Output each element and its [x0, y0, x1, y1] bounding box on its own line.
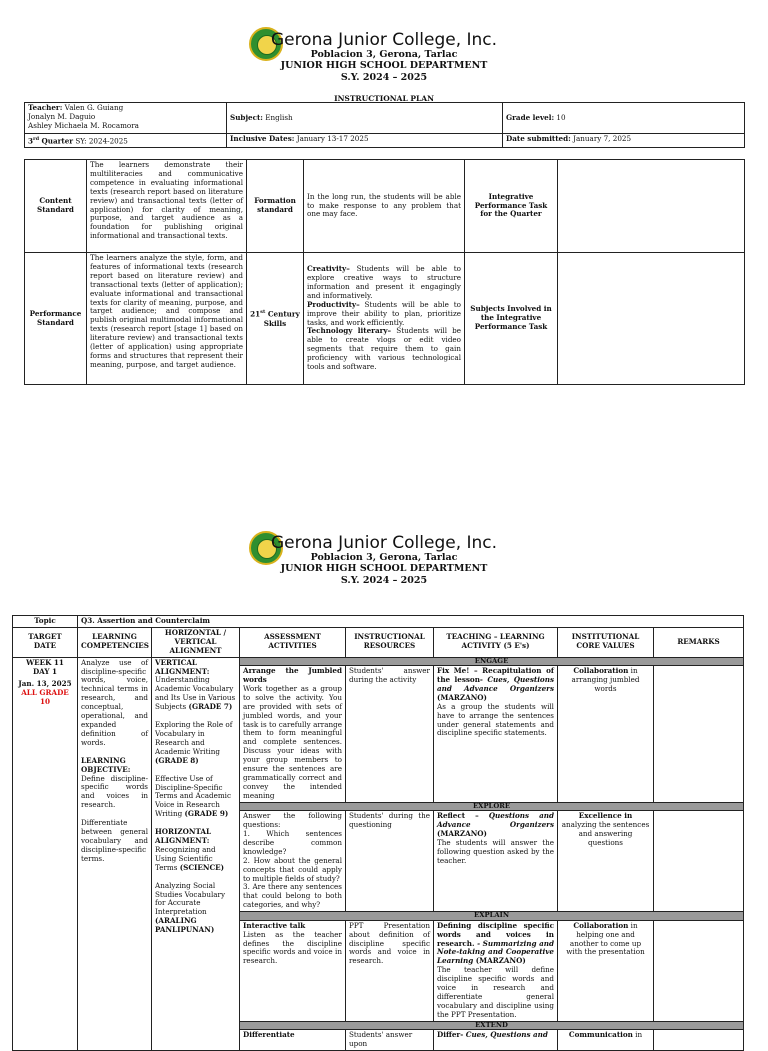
technology-head: Technology literary– — [307, 326, 392, 336]
productivity-text: Students will be able to improve their ability to plan, prioritize tasks, and work efficiently. — [307, 299, 461, 327]
objective-label: LEARNING OBJECTIVE: — [81, 755, 131, 774]
teacher-label: Teacher: — [28, 103, 63, 112]
explain-resources: PPT Presentation about definition of discipline specific words and voice in research. — [346, 920, 434, 1021]
phase-engage: ENGAGE — [240, 657, 744, 666]
explore-value-text: analyzing the sentences and answering questions — [561, 820, 650, 847]
engage-teaching-strategy: Cues, Questions and Advance Organizers — [437, 675, 554, 693]
engage-teaching — [434, 666, 558, 803]
alignment-cell — [152, 657, 240, 1050]
century-skills-text — [304, 253, 465, 385]
teacher-name-2: Jonalyn M. Daguio — [28, 111, 96, 121]
school-address: Poblacion 3, Gerona, Tarlac — [310, 49, 458, 60]
department-title: JUNIOR HIGH SCHOOL DEPARTMENT — [280, 60, 488, 71]
competencies-cell — [78, 657, 152, 1050]
extend-value-text: in — [632, 1030, 643, 1040]
subject-cell — [227, 103, 503, 134]
explain-assessment-text: Listen as the teacher defines the discipline specific words and voice in research. — [243, 929, 342, 966]
performance-standard-label: Performance Standard — [25, 253, 87, 385]
subjects-involved-label: Subjects Involved in the Integrative Performance Task — [465, 253, 558, 385]
phase-explore: EXPLORE — [240, 802, 744, 811]
subject-value: English — [265, 112, 293, 122]
plan-title: INSTRUCTIONAL PLAN — [334, 94, 434, 103]
grade-label: Grade level: — [506, 112, 555, 122]
horizontal-item-2: Analyzing Social Studies Vocabulary for Accurate Interpretation — [155, 880, 226, 917]
info-table — [24, 102, 745, 148]
topic-label: Topic — [13, 616, 78, 628]
technology-text: Students will be able to create vlogs or edit video segments that require them to gain proficiency with various technological tools and software. — [307, 326, 461, 372]
standards-table — [24, 159, 745, 385]
explain-core-value — [558, 920, 654, 1021]
col-alignment: HORIZONTAL / VERTICAL ALIGNMENT — [152, 627, 240, 657]
submitted-label: Date submitted: — [506, 134, 571, 143]
vertical-item-2-grade: (GRADE 8) — [155, 755, 199, 765]
col-instructional-resources: INSTRUCTIONAL RESOURCES — [346, 627, 434, 657]
col-assessment: ASSESSMENT ACTIVITIES — [240, 627, 346, 657]
explain-teaching-text: The teacher will define discipline specific words and voice in research and differentiate general vocabulary and discipline using the PPT Presentation. — [437, 965, 554, 1019]
extend-value-head: Communication — [568, 1030, 633, 1040]
explain-remarks — [654, 920, 744, 1021]
school-name: Gerona Junior College, Inc. — [270, 30, 498, 50]
vertical-alignment-head: VERTICAL ALIGNMENT: — [155, 657, 210, 676]
vertical-item-1-grade: (GRADE 7) — [188, 702, 233, 712]
dates-value: January 13-17 2025 — [296, 134, 369, 143]
col-teaching-learning: TEACHING – LEARNING ACTIVITY (5 E's) — [434, 627, 558, 657]
objective-text: Define discipline-specific words and voices in research. — [81, 773, 148, 810]
engage-teaching-model: (MARZANO) — [437, 692, 487, 702]
engage-assessment-title: Arrange the Jumbled words — [243, 666, 342, 685]
school-address-2: Poblacion 3, Gerona, Tarlac — [310, 552, 458, 563]
engage-value-head: Collaboration — [573, 666, 629, 676]
subject-label: Subject: — [230, 112, 263, 122]
content-standard-label: Content Standard — [25, 160, 87, 253]
explore-teaching-text: The students will answer the following question asked by the teacher. — [437, 837, 554, 865]
explore-question-1: 1. Which sentences describe common knowledge? — [243, 829, 342, 856]
performance-standard-text: The learners analyze the style, form, and features of informational texts (research report based on literature review) and transactional texts (letter of application); evaluate informational and transactional texts for clarity of meaning, purpose, and target audience; and compose and publish original multimodal informational texts (research report [stage 1] based on literature review) and transactional texts (letter of application) using appropriate forms and structures that represent their meaning, purpose, and target audience. — [87, 253, 247, 385]
century-suffix: st — [260, 309, 266, 316]
dates-cell — [227, 134, 503, 148]
engage-remarks — [654, 666, 744, 803]
explore-question-2: 2. How about the general concepts that could apply to multiple fields of study? — [243, 855, 342, 883]
explain-teaching — [434, 920, 558, 1021]
extend-teaching — [434, 1030, 558, 1051]
engage-value-text: in arranging jumbled words — [571, 666, 640, 693]
date-label: Jan. 13, 2025 — [18, 679, 72, 689]
submitted-value: January 7, 2025 — [573, 134, 632, 143]
school-year-2: S.Y. 2024 – 2025 — [340, 575, 428, 586]
horizontal-alignment-head: HORIZONTAL ALIGNMENT: — [155, 827, 212, 846]
week-label: WEEK 11 — [26, 657, 64, 667]
school-name-2: Gerona Junior College, Inc. — [270, 533, 498, 553]
col-target-date: TARGET DATE — [13, 627, 78, 657]
vertical-item-1: Understanding Academic Vocabulary and Its Use in Various Subjects — [155, 675, 236, 712]
extend-assessment: Differentiate — [240, 1030, 346, 1051]
explain-teaching-strategy: - Summarizing and Note-taking and Cooperative Learning — [437, 938, 554, 966]
creativity-head: Creativity– — [307, 264, 350, 274]
engage-assessment — [240, 666, 346, 803]
horizontal-item-1: Recognizing and Using Scientific Terms — [155, 844, 216, 872]
teacher-name-1: Valen G. Guiang — [64, 103, 124, 112]
vertical-item-2: Exploring the Role of Vocabulary in Research and Academic Writing — [155, 720, 233, 756]
submitted-cell — [503, 134, 745, 148]
quarter-cell — [25, 134, 227, 148]
content-standard-text: The learners demonstrate their multiliteracies and communicative competence in evaluating informational texts (research report based on literature review) and transactional texts (letter of application) for clarity of meaning, purpose, and target audience as a foundation for publishing original informational and transactional texts. — [87, 160, 247, 253]
integrative-task-label: Integrative Performance Task for the Quarter — [465, 160, 558, 253]
century-number: 21 — [250, 309, 261, 319]
department-title-2: JUNIOR HIGH SCHOOL DEPARTMENT — [280, 563, 488, 574]
horizontal-item-2-subject: (ARALING PANLIPUNAN) — [155, 916, 215, 935]
explore-question-3: 3. Are there any sentences that could belong to both categories, and why? — [243, 882, 342, 910]
engage-teaching-text: As a group the students will have to arrange the sentences under general statements and discipline specific statements. — [437, 701, 554, 738]
target-date-cell — [13, 657, 78, 1050]
explore-teaching-head: Reflect – — [437, 811, 479, 821]
competency-text: Analyze use of discipline-specific words, voice, technical terms in research, and conceptual, operational, and expanded definition of words. — [81, 657, 148, 747]
phase-extend: EXTEND — [240, 1021, 744, 1030]
quarter-label: Quarter — [41, 136, 74, 146]
phase-explain: EXPLAIN — [240, 912, 744, 921]
plan-table — [12, 615, 744, 1051]
quarter-number: 3 — [28, 136, 34, 146]
differentiate-text: Differentiate between general vocabulary and discipline-specific terms. — [81, 818, 148, 863]
dates-label: Inclusive Dates: — [230, 134, 295, 143]
col-remarks: REMARKS — [654, 627, 744, 657]
explore-resources: Students' during the questioning — [346, 811, 434, 912]
formation-standard-label: Formation standard — [247, 160, 304, 253]
explore-value-head: Excellence in — [578, 811, 633, 821]
subjects-involved-value — [558, 253, 745, 385]
extend-teaching-strategy: Cues, Questions and — [463, 1030, 548, 1040]
teacher-cell — [25, 103, 227, 134]
explore-assessment — [240, 811, 346, 912]
teacher-name-3: Ashley Michaela M. Rocamora — [28, 120, 139, 130]
formation-standard-text: In the long run, the students will be able to make response to any problem that one may face. — [304, 160, 465, 253]
explore-remarks — [654, 811, 744, 912]
explain-assessment-title: Interactive talk — [243, 920, 306, 930]
integrative-task-value — [558, 160, 745, 253]
vertical-item-3-grade: (GRADE 9) — [184, 809, 229, 819]
century-label-text: Century Skills — [263, 309, 300, 328]
quarter-suffix: rd — [33, 136, 40, 142]
topic-value: Q3. Assertion and Counterclaim — [78, 616, 744, 628]
engage-core-value — [558, 666, 654, 803]
explain-teaching-model: (MARZANO) — [473, 956, 526, 966]
explain-teaching-head: Defining discipline specific words and voices in research. — [437, 920, 554, 948]
engage-teaching-head: Fix Me! – Recapitulation of the lesson- — [437, 666, 554, 685]
century-skills-label — [247, 253, 304, 385]
explore-core-value — [558, 811, 654, 912]
engage-resources: Students' answer during the activity — [346, 666, 434, 803]
grade-cell — [503, 103, 745, 134]
extend-remarks — [654, 1030, 744, 1051]
horizontal-item-1-subject: (SCIENCE) — [179, 862, 225, 872]
explore-assessment-text: Answer the following questions: — [243, 811, 342, 830]
engage-assessment-text: Work together as a group to solve the activity. You are provided with sets of jumbled words, and your task is to carefully arrange them to form meaningful and complete sentences. Discuss your ideas with your group members to ensure the sentences are grammatically correct and convey the intended meaning — [243, 683, 342, 800]
creativity-text: Students will be able to explore creative ways to structure information and present it engagingly and informatively. — [307, 264, 461, 300]
quarter-sy: SY: 2024-2025 — [75, 136, 128, 146]
explore-teaching-strategy: Questions and Advance Organizers — [437, 811, 555, 830]
day-label: DAY 1 — [32, 666, 58, 676]
grade-value: 10 — [556, 112, 566, 122]
vertical-item-3: Effective Use of Discipline-Specific Terms and Academic Voice in Research Writing — [155, 773, 232, 819]
extend-teaching-head: Differ- — [437, 1030, 464, 1040]
explain-value-text: in helping one and another to come up with the presentation — [566, 920, 645, 957]
explain-value-head: Collaboration — [573, 920, 629, 930]
school-year: S.Y. 2024 – 2025 — [340, 72, 428, 83]
extend-core-value — [558, 1030, 654, 1051]
explore-teaching — [434, 811, 558, 912]
extend-resources: Students' answer upon — [346, 1030, 434, 1051]
col-learning-competencies: LEARNING COMPETENCIES — [78, 627, 152, 657]
explain-assessment — [240, 920, 346, 1021]
grade-tag: ALL GRADE 10 — [21, 688, 69, 707]
explore-teaching-model: (MARZANO) — [437, 829, 487, 839]
productivity-head: Productivity– — [307, 299, 360, 309]
col-core-values: INSTITUTIONAL CORE VALUES — [558, 627, 654, 657]
